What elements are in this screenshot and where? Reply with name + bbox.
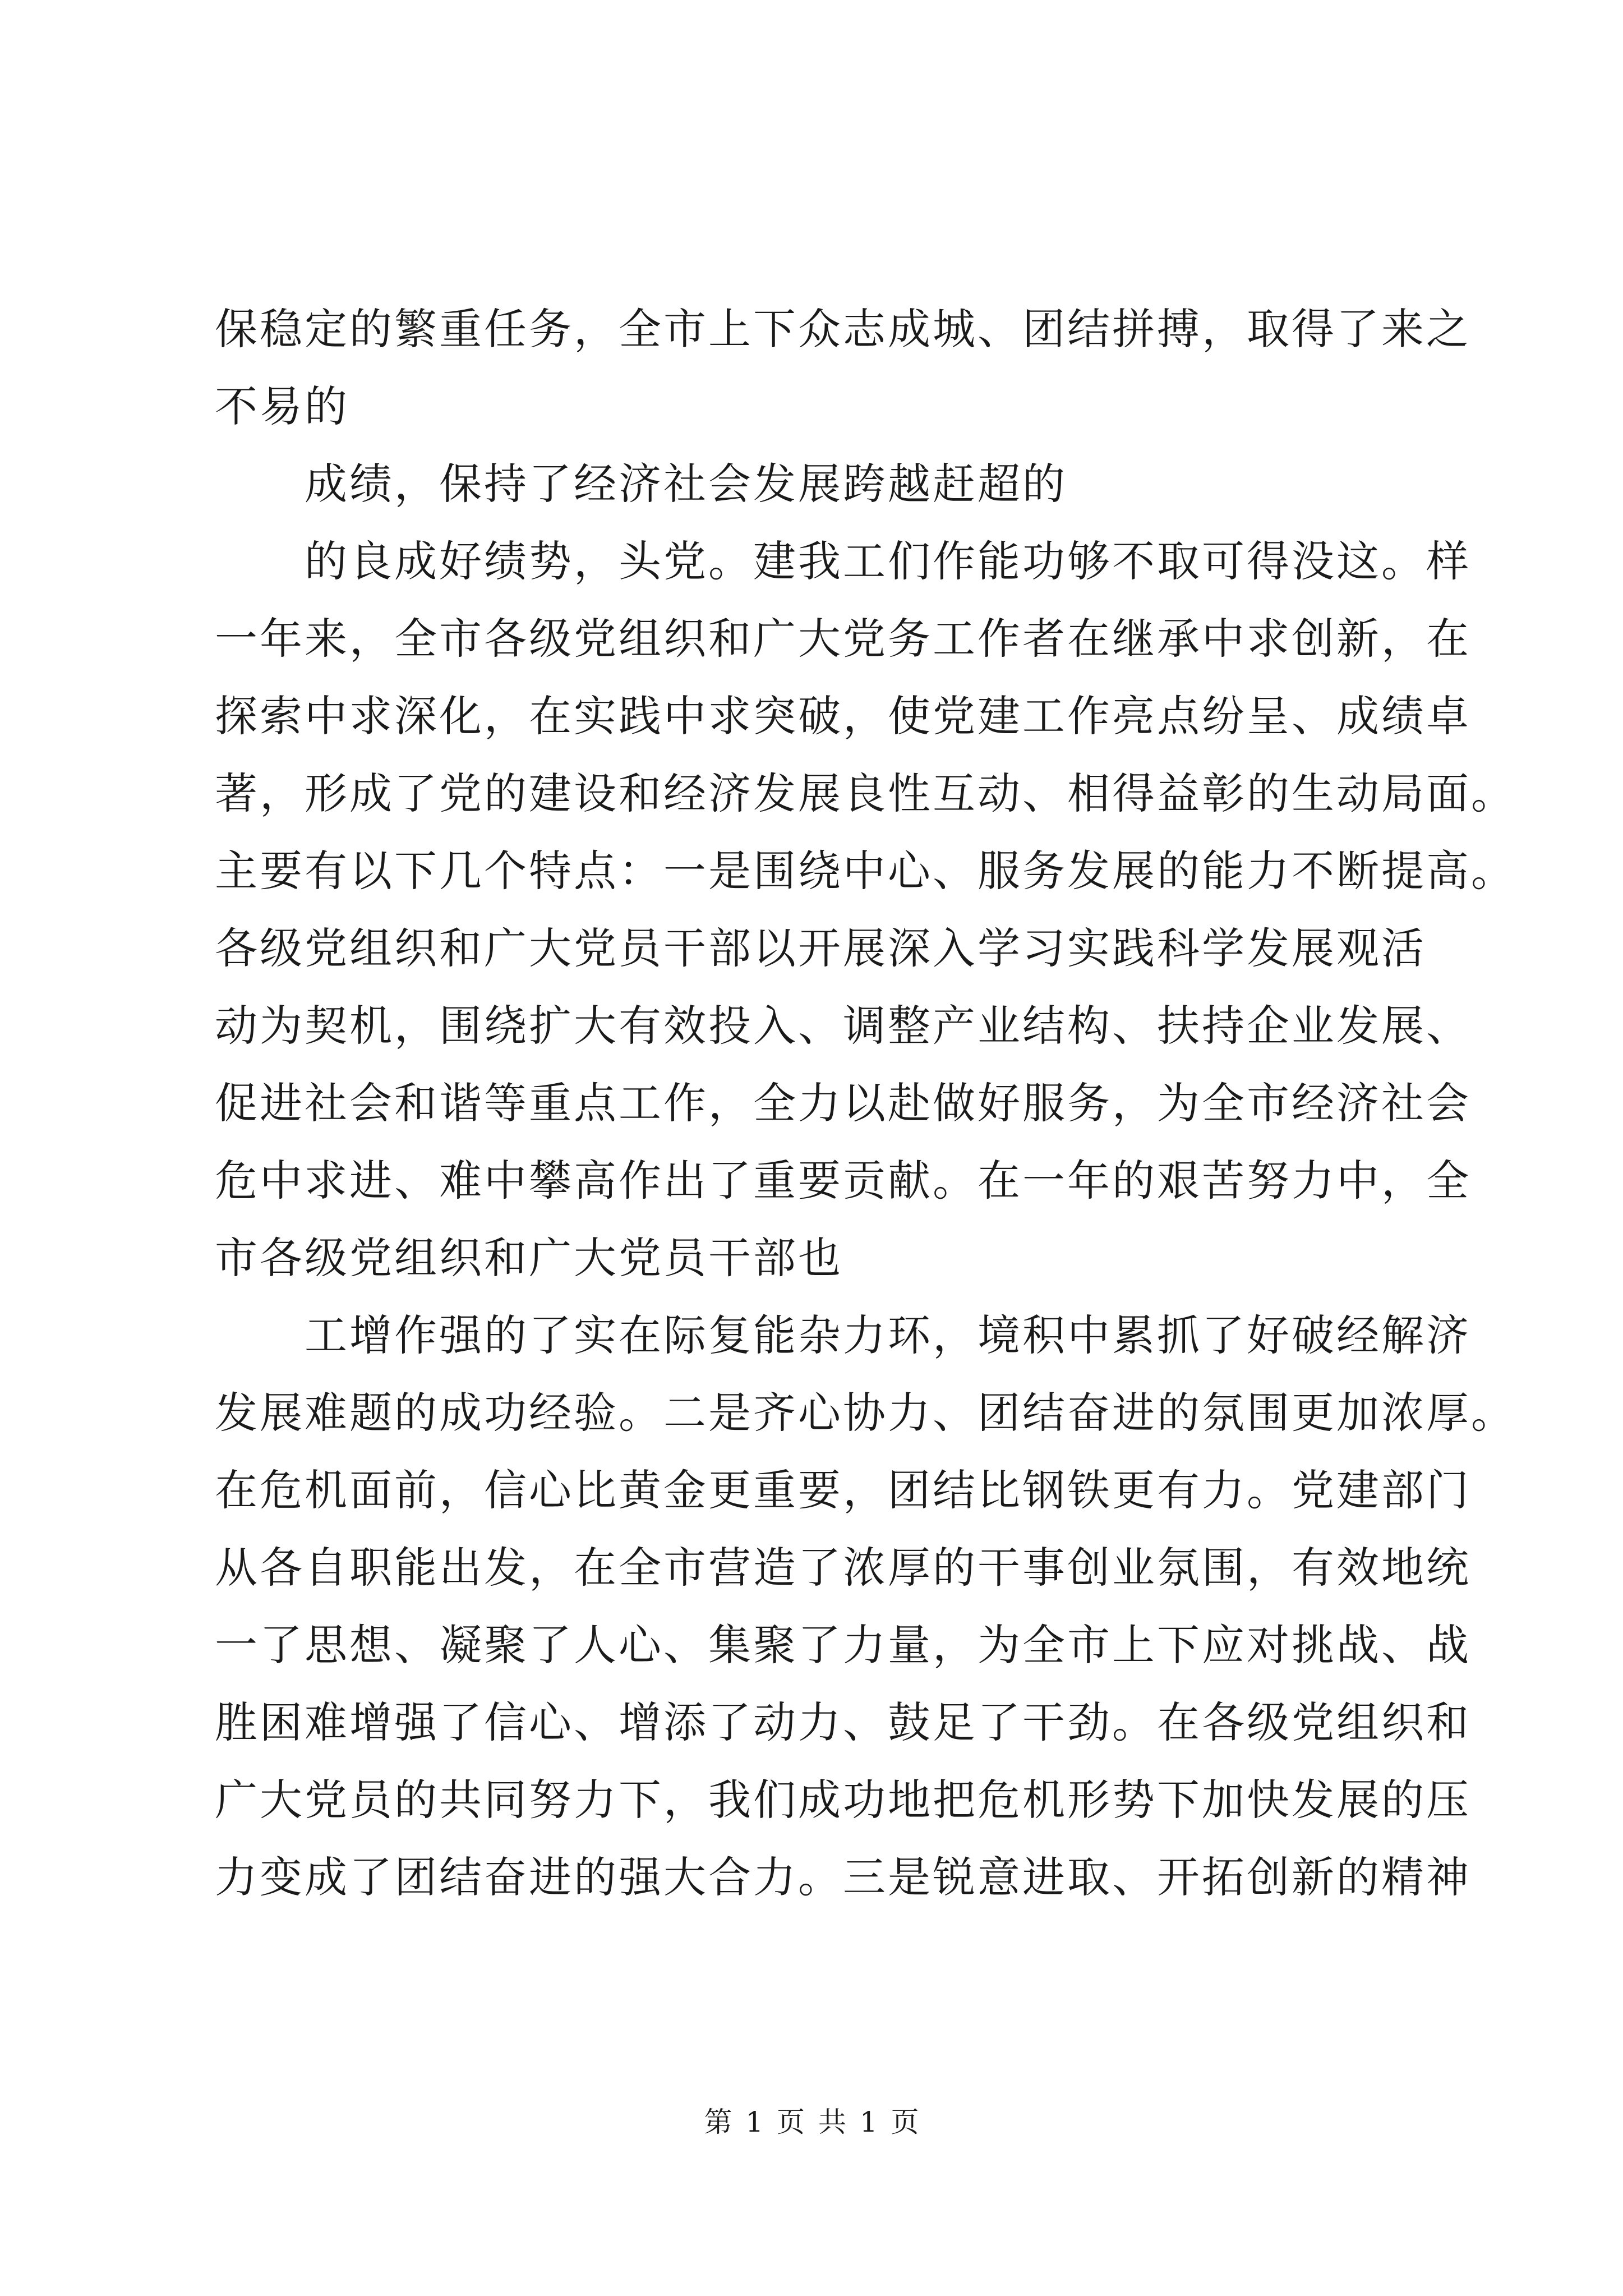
text-line: 著，形成了党的建设和经济发展良性互动、相得益彰的生动局面。 <box>215 769 1516 818</box>
text-line: 广大党员的共同努力下，我们成功地把危机形势下加快发展的压 <box>215 1775 1471 1825</box>
text-line: 市各级党组织和广大党员干部也 <box>215 1233 843 1283</box>
text-line: 主要有以下几个特点：一是围绕中心、服务发展的能力不断提高。 <box>215 846 1516 896</box>
text-line: 从各自职能出发，在全市营造了浓厚的干事创业氛围，有效地统 <box>215 1543 1471 1593</box>
text-line: 危中求进、难中攀高作出了重要贡献。在一年的艰苦努力中，全 <box>215 1156 1471 1205</box>
text-line: 胜困难增强了信心、增添了动力、鼓足了干劲。在各级党组织和 <box>215 1697 1471 1747</box>
text-line: 保稳定的繁重任务，全市上下众志成城、团结拼搏，取得了来之 <box>215 304 1471 354</box>
text-line: 发展难题的成功经验。二是齐心协力、团结奋进的氛围更加浓厚。 <box>215 1388 1516 1438</box>
text-line: 力变成了团结奋进的强大合力。三是锐意进取、开拓创新的精神 <box>215 1852 1471 1902</box>
text-line: 一了思想、凝聚了人心、集聚了力量，为全市上下应对挑战、战 <box>215 1620 1471 1670</box>
text-line: 一年来，全市各级党组织和广大党务工作者在继承中求创新，在 <box>215 614 1471 664</box>
document-body <box>215 291 1516 1916</box>
text-line: 的良成好绩势，头党。建我工们作能功够不取可得没这。样 <box>305 536 1471 586</box>
text-line: 工增作强的了实在际复能杂力环，境积中累抓了好破经解济 <box>305 1310 1471 1360</box>
page-footer: 第 1 页 共 1 页 <box>704 2106 919 2138</box>
text-line: 探索中求深化，在实践中求突破，使党建工作亮点纷呈、成绩卓 <box>215 691 1471 741</box>
text-line: 促进社会和谐等重点工作，全力以赴做好服务，为全市经济社会 <box>215 1078 1471 1128</box>
text-line: 成绩，保持了经济社会发展跨越赶超的 <box>305 459 1067 509</box>
text-line: 各级党组织和广大党员干部以开展深入学习实践科学发展观活 <box>215 923 1426 973</box>
text-line: 动为契机，围绕扩大有效投入、调整产业结构、扶持企业发展、 <box>215 1001 1471 1051</box>
text-line: 不易的 <box>215 381 349 431</box>
text-line: 在危机面前，信心比黄金更重要，团结比钢铁更有力。党建部门 <box>215 1465 1471 1515</box>
